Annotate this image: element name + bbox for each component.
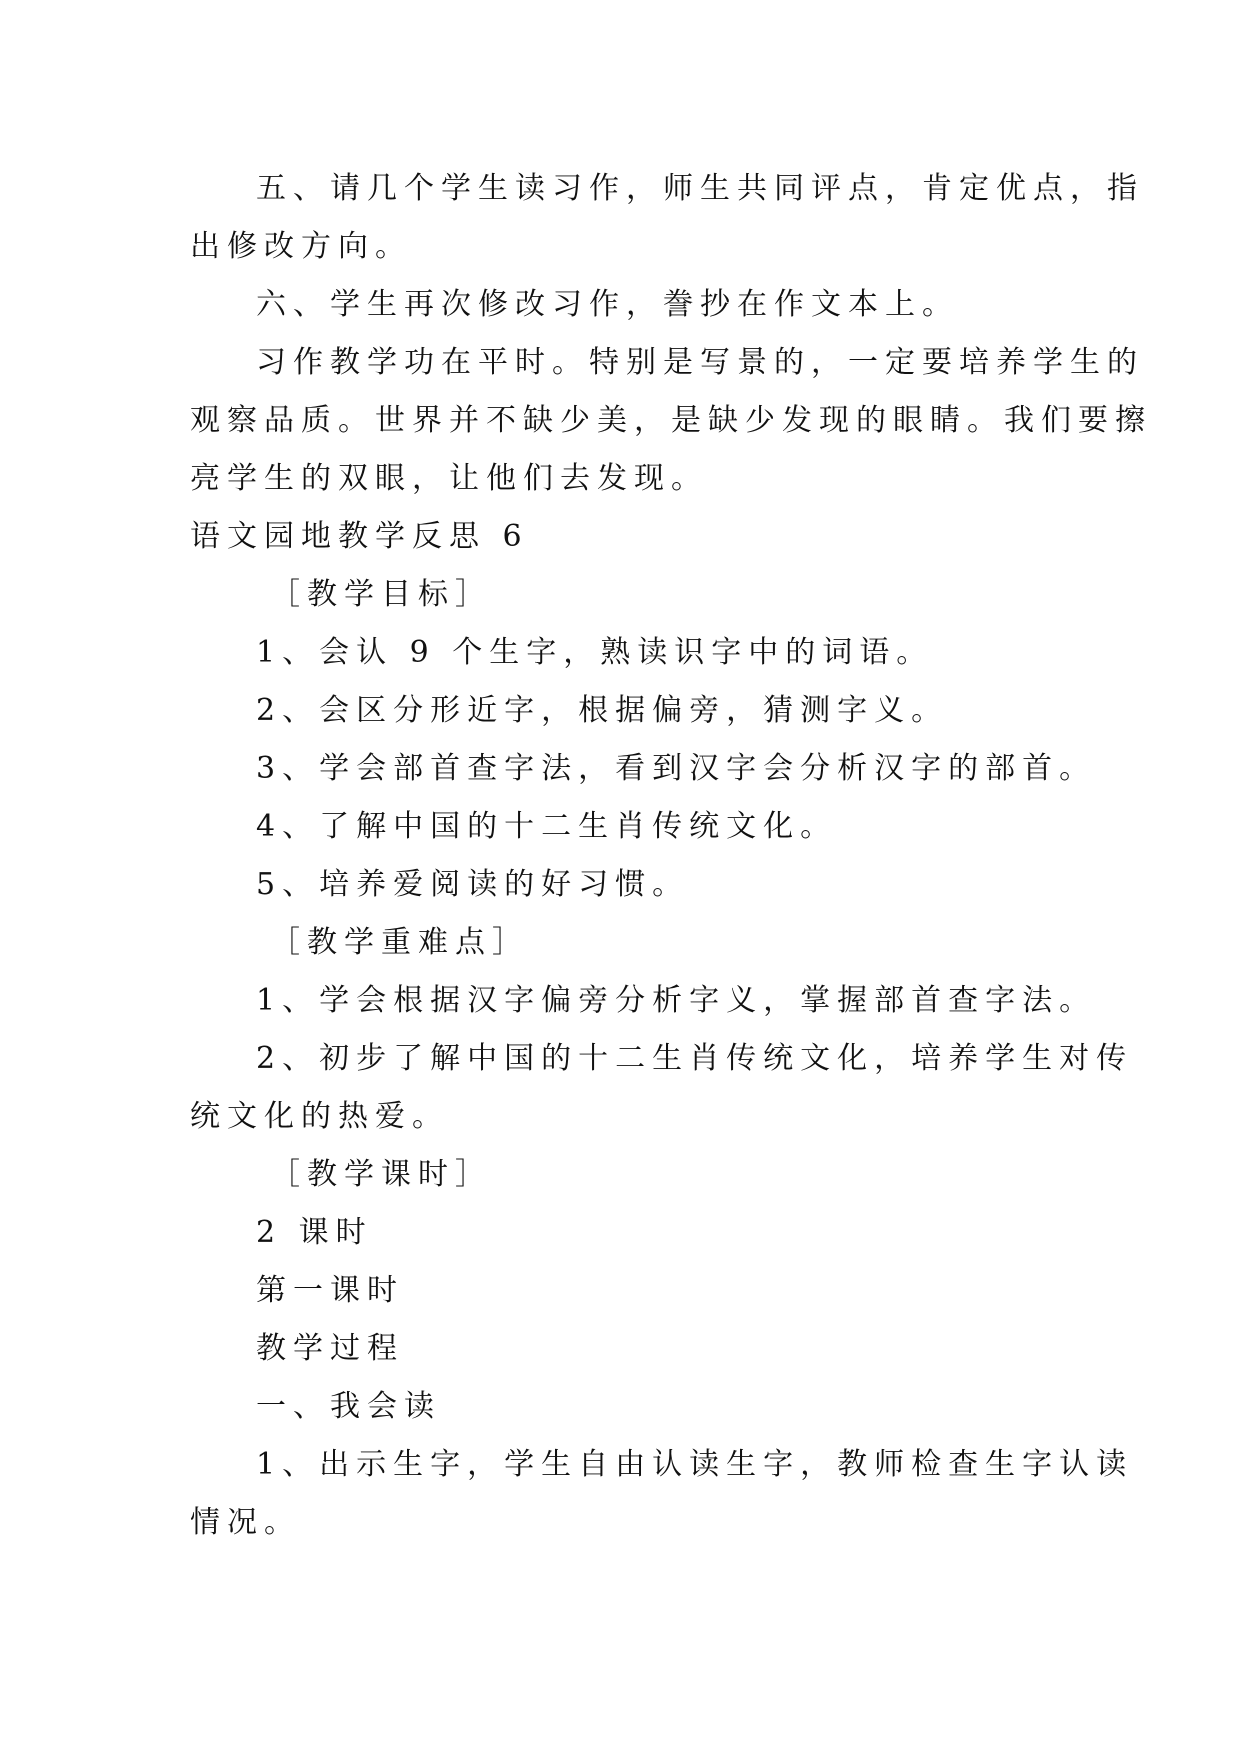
list-item: 5、培养爱阅读的好习惯。	[256, 867, 690, 902]
paragraph-line: 习作教学功在平时。特别是写景的，一定要培养学生的	[256, 345, 1144, 380]
section-title: 语文园地教学反思 6	[190, 519, 529, 554]
list-item: 4、了解中国的十二生肖传统文化。	[256, 809, 838, 844]
paragraph-line: 出修改方向。	[190, 229, 412, 264]
paragraph-line: 观察品质。世界并不缺少美，是缺少发现的眼睛。我们要擦	[190, 403, 1152, 438]
paragraph-line: 五、请几个学生读习作，师生共同评点，肯定优点，指	[256, 171, 1144, 206]
section-heading: ［教学课时］	[270, 1157, 492, 1192]
list-item: 1、会认 9 个生字，熟读识字中的词语。	[256, 635, 934, 670]
section-heading: ［教学重难点］	[270, 925, 529, 960]
list-item: 2、会区分形近字，根据偏旁，猜测字义。	[256, 693, 949, 728]
list-item: 1、学会根据汉字偏旁分析字义，掌握部首查字法。	[256, 983, 1097, 1018]
paragraph-line: 2 课时	[256, 1215, 373, 1250]
section-heading: ［教学目标］	[270, 577, 492, 612]
list-item: 1、出示生字，学生自由认读生字，教师检查生字认读	[256, 1447, 1134, 1482]
paragraph-line: 第一课时	[256, 1273, 404, 1308]
paragraph-line: 六、学生再次修改习作，誊抄在作文本上。	[256, 287, 959, 322]
list-item: 2、初步了解中国的十二生肖传统文化，培养学生对传	[256, 1041, 1134, 1076]
paragraph-line: 教学过程	[256, 1331, 404, 1366]
list-item-continuation: 情况。	[190, 1505, 301, 1540]
paragraph-line: 一、我会读	[256, 1389, 441, 1424]
paragraph-line: 亮学生的双眼，让他们去发现。	[190, 461, 708, 496]
list-item-continuation: 统文化的热爱。	[190, 1099, 449, 1134]
document-body	[190, 160, 1152, 1552]
list-item: 3、学会部首查字法，看到汉字会分析汉字的部首。	[256, 751, 1097, 786]
